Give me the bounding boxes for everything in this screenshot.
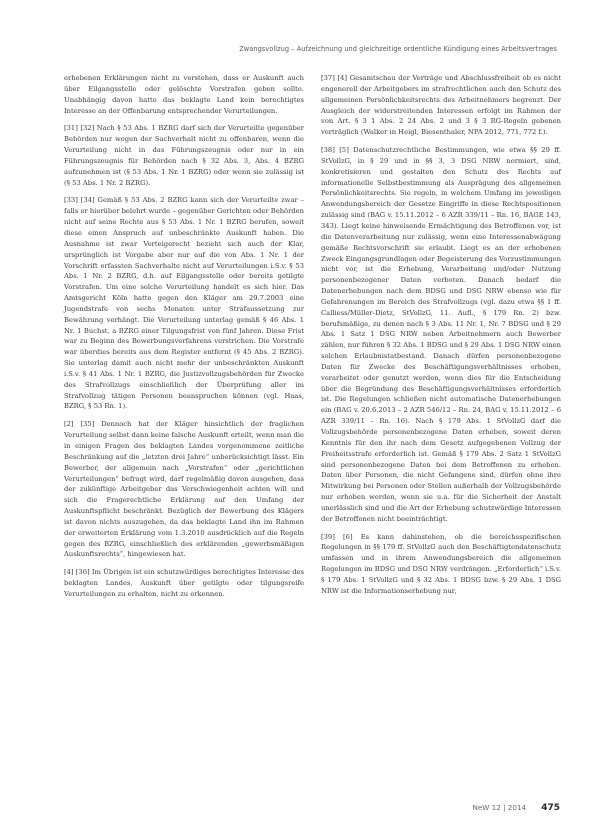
paragraph: erhebenen Erklärungen nicht zu verstehen, dass er Auskunft auch über Eilgangsstelle oder gelöschte Vorstrafen geben sollte. Unabhängig davon hatte das beklagte Land kein berechtigtes Interesse an der Offenbarung entsprechender Verurteilungen.: [64, 74, 304, 115]
left-column: [64, 73, 304, 607]
paragraph: [2] [35] Dennoch hat der Kläger hinsichtlich der fraglichen Verurteilung selbst dann keine falsche Auskunft erteilt, wenn man die in einigen Fragen des beklagten Landes vorgenommene zeitliche Beschränkung auf die „letzten drei Jahre“ unberücksichtigt lässt. Ein Bewerber, der allgemein nach „Vorstrafen“ oder „gerichtlichen Verurteilungen“ befragt wird, darf regelmäßig davon ausgehen, dass der zukünftige Arbeitgeber das Verschwiegenheit achten will und sich die Fragerechtliche Erklärung auf den Umfang der Auskunftspflicht beschränkt. Bezüglich der Bewerbung des Klägers ist davon nichts auszugehen, da das beklagte Land ihn im Rahmen der erweiterten Erklärung vom 1.3.2010 ausdrücklich auf die Regeln gegen des BZRG, einschließlich des erklärenden „gewerbsmäßigen Auskunftsrechts“, hingewiesen hat.: [64, 420, 304, 559]
running-head: Zwangsvollzug – Aufzeichnung und gleichzeitige ordentliche Kündigung eines Arbeitsvertrages: [239, 45, 557, 53]
paragraph: [38] [5] Datenschutzrechtliche Bestimmungen, wie etwa §§ 29 ff. StVollzG, in § 29 und in §§ 3, 3 DSG NRW normiert, sind, konkretisieren und gestalten den Schutz des Rechts auf informationelle Selbstbestimmung als Ausprägung des allgemeinen Persönlichkeitsrechts. Sie regeln, in welchem Umfang im jeweiligen Anwendungsbereich der Gesetze Eingriffe in diese Rechtspositionen zulässig sind (BAG v. 15.11.2012 – 6 AZR 339/11 – Rn. 16, BAGE 143, 343). Liegt keine hinweisende Ermächtigung des Betroffenen vor, ist die Datenverarbeitung nur zulässig, wenn eine Interessenabwägung gemäße Rechtsvorschrift sie erlaubt. Liegt es an der erhobenen Zweck Eingangsgrundlagen oder Begeisterung des Vorzustimmungen nicht vor, ist die Erhebung, Verarbeitung und/oder Nutzung personenbezogener Daten verboten. Danach bedarf die Datenerhebungen nach dem BDSG und DSG NRW ebenso wie für Gefahrenungen im Bereich des Strafvollzugs (vgl. dazu etwa §§ 1 ff. Calliess/Müller-Dietz, StVollzG, 11. Aufl., § 179 Rn. 2) bzw. berufsmäßige, zu denen nach § 3 Abs. 11 Nr. 1, Nr. 7 BDSG und § 29 Abs. 1 Satz 1 DSG NRW neben Arbeitnehmern auch Bewerber zählen, nur führen § 32 Abs. 1 BDSG und § 29 Abs. 1 DSG NRW einen solchen Erlaubnistatbestand. Danach dürfen personenbezogene Daten für Zwecke des Beschäftigungsverhältnisses erhoben, verarbeitet oder genutzt werden, wenn dies für die Entscheidung über die Begründung des Beschäftigungsverhältnisses erforderlich ist. Die Regelungen schließen nicht automatische Datenerhebungen ein (BAG v. 20.6.2013 – 2 AZR 546/12 – Rn. 24, BAG v. 15.11.2012 – 6 AZR 339/11 – Rn. 16). Nach § 179 Abs. 1 StVollzG darf die Vollzugsbehörde personenbezogene Daten erheben, soweit deren Kenntnis für den ihr nach dem Gesetz aufgegebenen Vollzug der Freiheitsstrafe erforderlich ist. Gemäß § 179 Abs. 2 Satz 1 StVollzG sind personenbezogene Daten bei dem Betroffenen zu erheben. Daten über Personen, die nicht Gefangene sind, dürfen ohne ihre Mitwirkung bei Personen oder Stellen außerhalb der Vollzugsbehörde nur erhoben werden, wenn sie u.a. für die Sicherheit der Anstalt unerlässlich sind und die Art der Erhebung schutzwürdige Interessen der Betroffenen nicht beeinträchtigt.: [321, 146, 561, 523]
paragraph: [33] [34] Gemäß § 53 Abs. 2 BZRG kann sich der Verurteilte zwar – falls er hierüber belehrt wurde – gegenüber Gerichten oder Behörden nicht auf seine Rechte aus § 53 Abs. 1 Nr. 1 BZRG berufen, soweit diese einen Anspruch auf unbeschränkte Auskunft haben. Die Ausnahme ist zwar Verteigerecht bezieht sich auch der Klar, ursprünglich ist Vorgabe aber nur auf die von Abs. 1 Nr. 1 der Vorschrift erfassten Sachverhalte nicht auf Verurteilungen i.S.v. § 53 Abs. 1 Nr. 2 BZRG, d.h. auf Eilgangsstelle oder bereits getilgte Vorstrafen. Um eine solche Verurteilung handelt es sich hier. Das Amtsgericht Köln hatte gegen den Kläger am 29.7.2003 eine Jugendstrafe von sechs Monaten unter Strafaussetzung zur Bewährung verhängt. Die Verurteilung unterlag gemäß § 46 Abs. 1 Nr. 1 Buchst. a BZRG einer Tilgungsfrist von fünf Jahren. Diese Frist war zu Beginn des Bewerbungsverfahrens verstrichen. Die Vorstrafe war überdies bereits aus dem Register entfernt (§ 45 Abs. 2 BZRG). Sie unterlag damit auch nicht mehr der unbeschränkten Auskunft i.S.v. § 41 Abs. 1 Nr. 1 BZRG, die Justizvollzugsbehörden für Zwecke des Strafvollzugs einschließlich der Überprüfung aller im Strafvollzug tätigen Personen beanspruchen können (vgl. Haas, BZRG, § 53 Rn. 1).: [64, 196, 304, 411]
paragraph: [4] [36] Im Übrigen ist ein schutzwürdiges berechtigtes Interesse des beklagten Landes, Auskunft über getilgte oder tilgungsreife Verurteilungen zu erhalten, nicht zu erkennen.: [64, 568, 304, 598]
paragraph: [31] [32] Nach § 53 Abs. 1 BZRG darf sich der Verurteilte gegenüber Behörden nur wegen der Sachverhalt nicht zu offenbaren, wenn die Verurteilung nicht in das Führungszeugnis oder nur in ein Führungszeugnis für Behörden nach § 32 Abs. 3, Abs. 4 BZRG aufzunehmen ist (§ 53 Abs. 1 Nr. 1 BZRG) oder wenn sie zulässig ist (§ 53 Abs. 1 Nr. 2 BZRG).: [64, 124, 304, 187]
page-footer: [472, 795, 560, 814]
page-number: 475: [541, 803, 560, 813]
journal-issue: NeW 12 | 2014: [472, 803, 527, 812]
right-column: [321, 73, 561, 604]
paragraph: [37] [4] Gesamtschau der Verträge und Abschlussfreiheit ob es nicht engenerell der Arbeitgebers im strafrechtlichen auch den Schutz des allgemeinen Persönlichkeitsrechts des Arbeitnehmers begrenzt. Der Ausgleich der widerstreitenden Interessen erfolgt im Rahmen der von Art. § 3 1 Abs. 2 24 Abs. 2 und 3 § 3 RG-Regeln gebenen verträglich (Walker in Heigl, Biesenthaler, NPA 2012, 771, 772 f.).: [321, 74, 561, 137]
paragraph: [39] [6] Es kann dahinstehen, ob die bereichsspezifischen Regelungen in §§ 179 ff. StVollzG auch den Beschäftigtendatenschutz umfassen und in ihrem Anwendungsbereich die allgemeinen Regelungen im BDSG und DSG NRW verdrängen. „Erforderlich“ i.S.v. § 179 Abs. 1 StVollzG und § 32 Abs. 1 BDSG bzw. § 29 Abs. 1 DSG NRW ist die Informationserhebung nur,: [321, 532, 561, 595]
